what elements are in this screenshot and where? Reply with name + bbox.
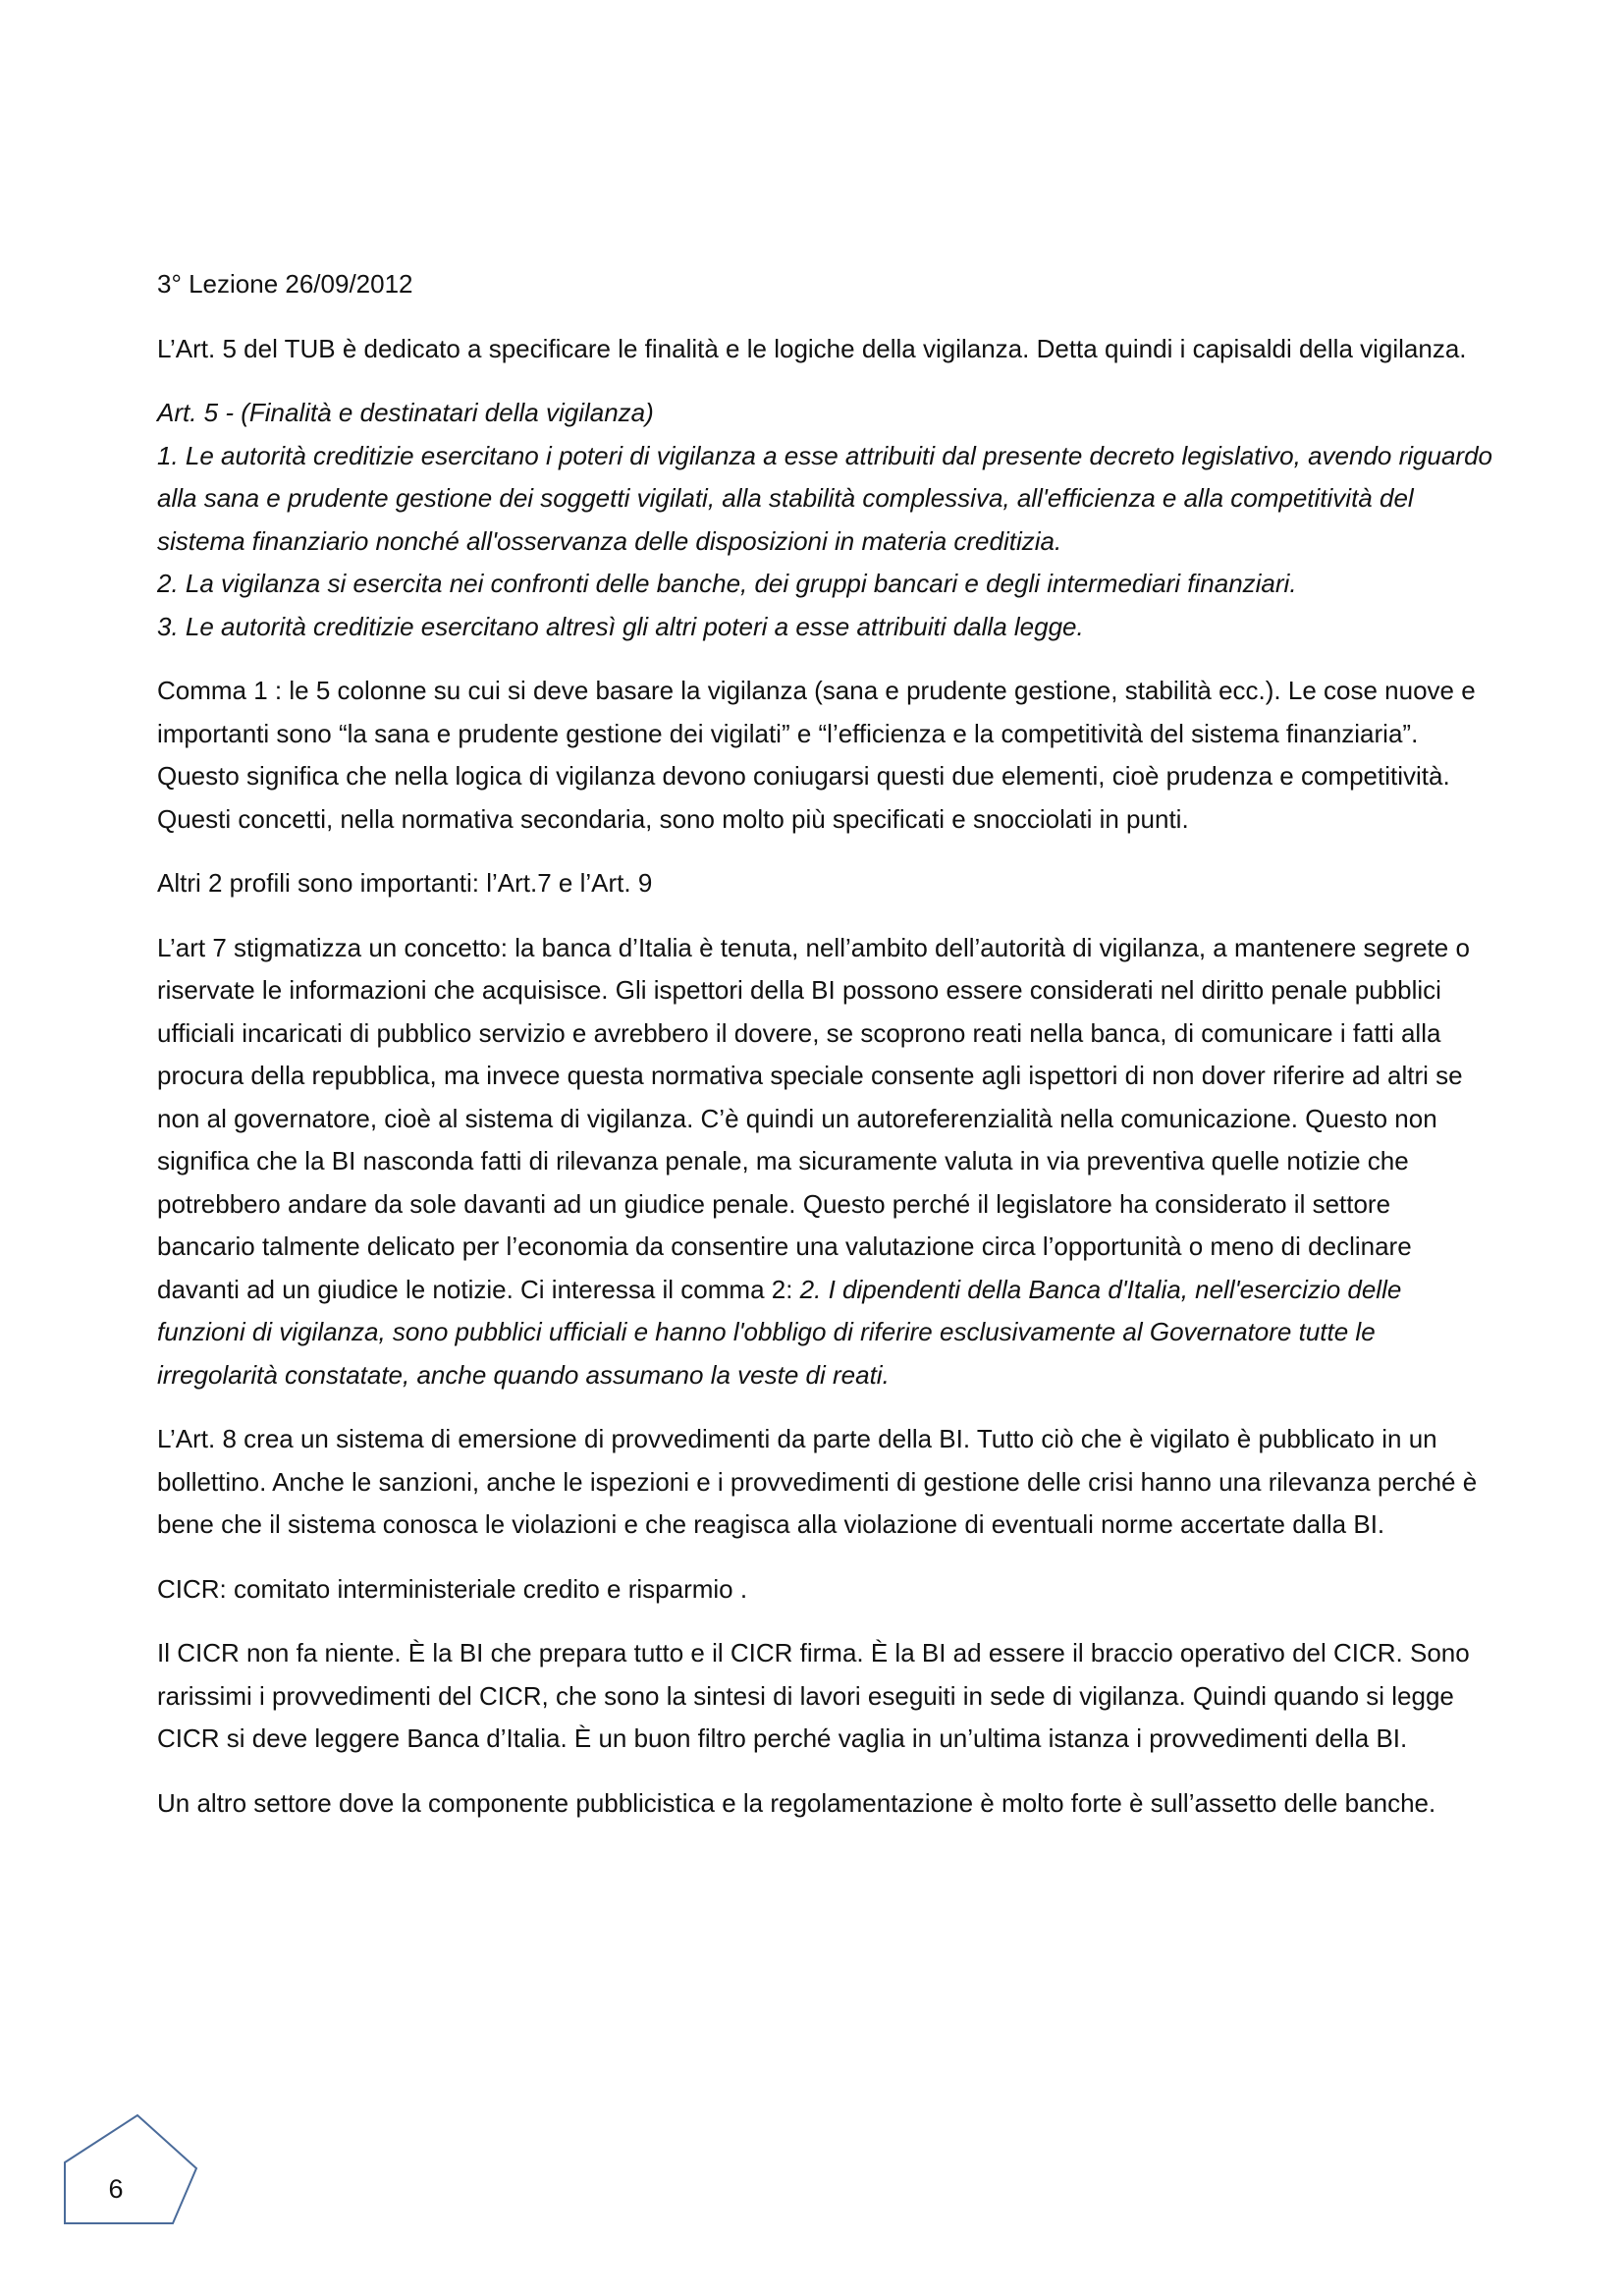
closing-paragraph: Un altro settore dove la componente pubblicistica e la regolamentazione è molto forte è sull’assetto delle banche. [157, 1787, 1436, 1818]
article-5-clause-2: 2. La vigilanza si esercita nei confronti delle banche, dei gruppi bancari e degli intermediari finanziari. [157, 569, 1297, 598]
cicr-definition: CICR: comitato interministeriale credito e risparmio . [157, 1573, 748, 1604]
lesson-title: 3° Lezione 26/09/2012 [157, 269, 413, 299]
page-number: 6 [108, 2174, 124, 2204]
art-7-paragraph [157, 927, 1492, 1397]
other-profiles-paragraph: Altri 2 profili sono importanti: l’Art.7 e l’Art. 9 [157, 868, 653, 898]
article-5-heading: Art. 5 - (Finalità e destinatari della vigilanza) [157, 398, 654, 427]
page-number-pentagon-shape [59, 2111, 206, 2229]
page-number-badge [59, 2111, 206, 2229]
cicr-paragraph: Il CICR non fa niente. È la BI che prepara tutto e il CICR firma. È la BI ad essere il braccio operativo del CICR. Sono rarissimi i provvedimenti del CICR, che sono la sintesi di lavori eseguiti in sede di vigilanza. Quindi quando si legge CICR si deve leggere Banca d’Italia. È un buon filtro perché vaglia in un’ultima istanza i provvedimenti della BI. [157, 1638, 1470, 1753]
art-7-text: L’art 7 stigmatizza un concetto: la banca d’Italia è tenuta, nell’ambito dell’autorità di vigilanza, a mantenere segrete o riservate le informazioni che acquisisce. Gli ispettori della BI possono essere considerati nel diritto penale pubblici ufficiali incaricati di pubblico servizio e avrebbero il dovere, se scoprono reati nella banca, di comunicare i fatti alla procura della repubblica, ma invece questa normativa speciale consente agli ispettori di non dover riferire ad altri se non al governatore, cioè al sistema di vigilanza. C’è quindi un autoreferenzialità nella comunicazione. Questo non significa che la BI nasconda fatti di rilevanza penale, ma sicuramente valuta in via preventiva quelle notizie che potrebbero andare da sole davanti ad un giudice penale. Questo perché il legislatore ha considerato il settore bancario talmente delicato per l’economia da consentire una valutazione circa l’opportunità o meno di declinare davanti ad un giudice le notizie. Ci interessa il comma 2: [157, 932, 1470, 1304]
document-body [157, 263, 1492, 1846]
article-5-clause-3: 3. Le autorità creditizie esercitano altresì gli altri poteri a esse attribuiti dalla legge. [157, 611, 1084, 641]
article-5-clause-1: 1. Le autorità creditizie esercitano i poteri di vigilanza a esse attribuiti dal presente decreto legislativo, avendo riguardo alla sana e prudente gestione dei soggetti vigilati, alla stabilità complessiva, all'efficienza e alla competitività del sistema finanziario nonché all'osservanza delle disposizioni in materia creditizia. [157, 440, 1492, 556]
article-5-quote [157, 392, 1492, 648]
intro-paragraph: L’Art. 5 del TUB è dedicato a specificare le finalità e le logiche della vigilanza. Detta quindi i capisaldi della vigilanza. [157, 333, 1467, 363]
art-7-quote: 2. I dipendenti della Banca d'Italia, nell'esercizio delle funzioni di vigilanza, sono pubblici ufficiali e hanno l'obbligo di riferire esclusivamente al Governatore tutte le irregolarità constatate, anche quando assumano la veste di reati. [157, 1274, 1402, 1390]
art-8-paragraph: L’Art. 8 crea un sistema di emersione di provvedimenti da parte della BI. Tutto ciò che è vigilato è pubblicato in un bollettino. Anche le sanzioni, anche le ispezioni e i provvedimenti di gestione delle crisi hanno una rilevanza perché è bene che il sistema conosca le violazioni e che reagisca alla violazione di eventuali norme accertate dalla BI. [157, 1424, 1478, 1539]
comma-1-paragraph: Comma 1 : le 5 colonne su cui si deve basare la vigilanza (sana e prudente gestione, stabilità ecc.). Le cose nuove e importanti sono “la sana e prudente gestione dei vigilati” e “l’efficienza e la competitività del sistema finanziaria”. Questo significa che nella logica di vigilanza devono coniugarsi questi due elementi, cioè prudenza e competitività. Questi concetti, nella normativa secondaria, sono molto più specificati e snocciolati in punti. [157, 676, 1476, 834]
